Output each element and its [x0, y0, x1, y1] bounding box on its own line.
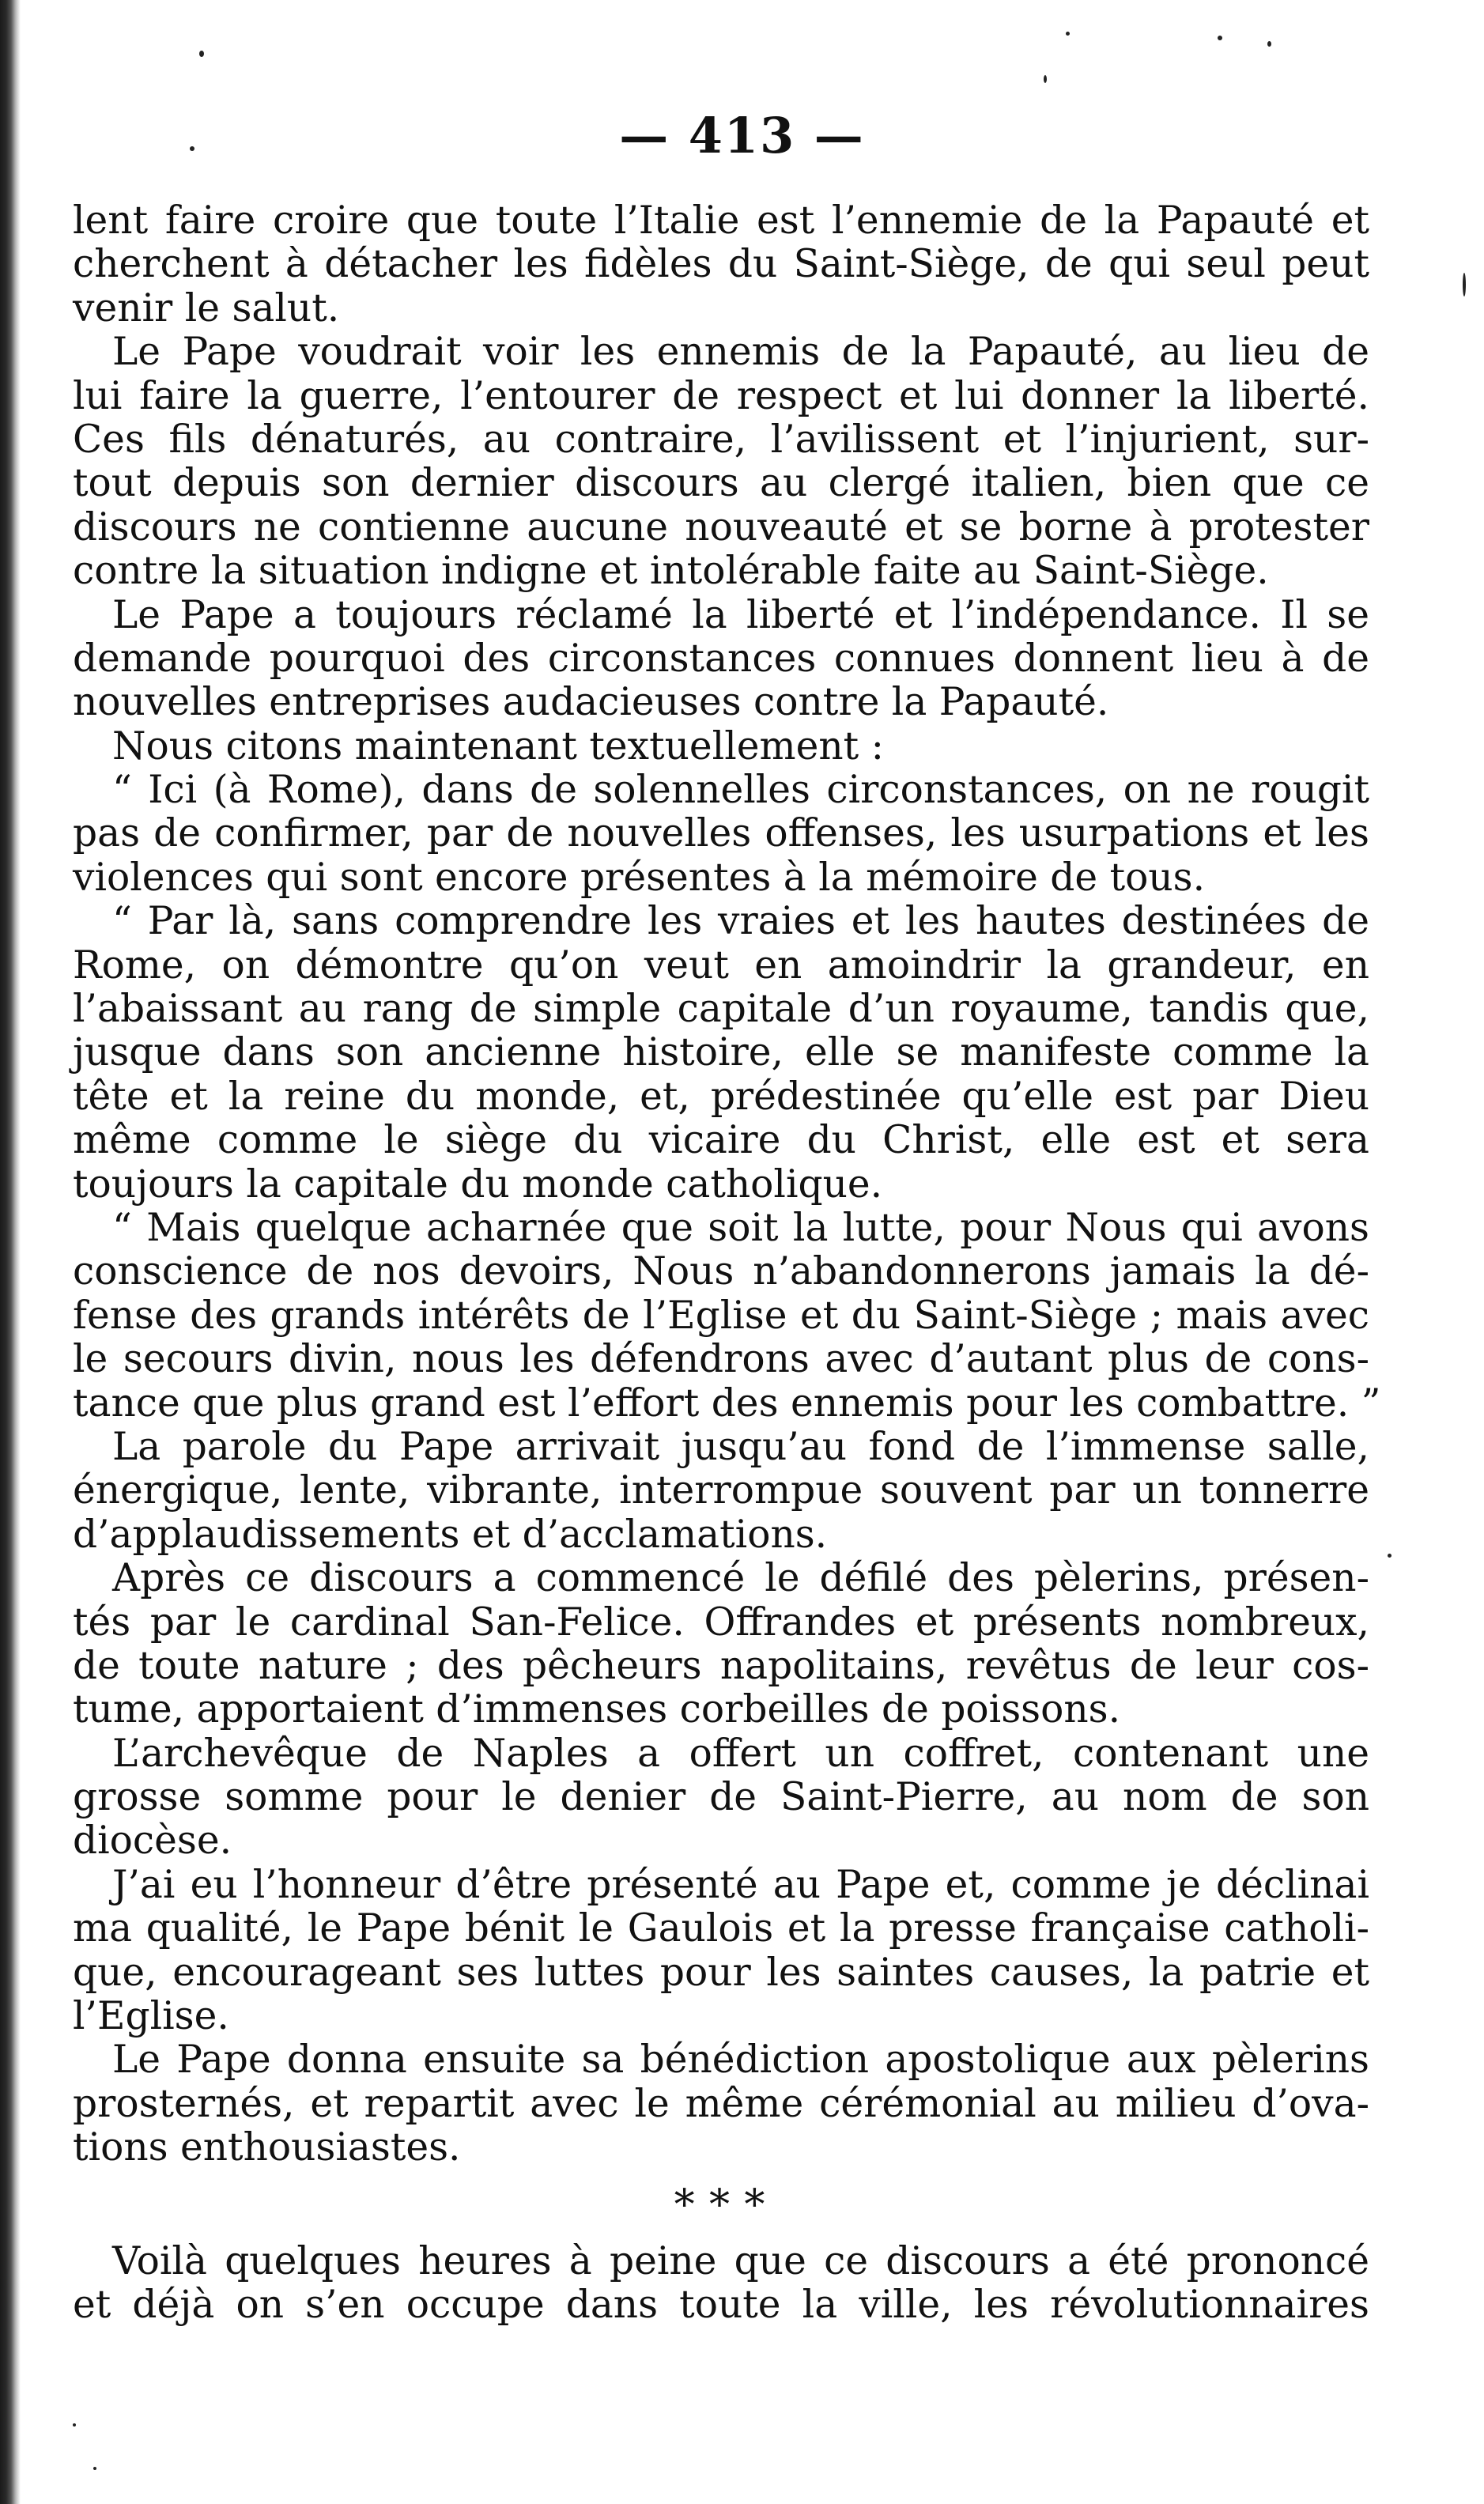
text-line: discours ne contienne aucune nouveauté et se borne à protester — [73, 504, 1369, 550]
text-line: d’applaudissements et d’acclamations. — [73, 1512, 828, 1557]
text-line: toujours la capitale du monde catholique. — [73, 1161, 883, 1207]
paragraph — [73, 2038, 1369, 2170]
text-line: violences qui sont encore présentes à la mémoire de tous. — [73, 855, 1206, 900]
text-line: “ Par là, sans comprendre les vraies et les hautes destinées de — [112, 899, 1369, 944]
text-line: Nous citons maintenant textuellement : — [112, 723, 884, 769]
text-line: nouvelles entreprises audacieuses contre la Papauté. — [73, 680, 1109, 725]
text-line: Ces fils dénaturés, au contraire, l’avilissent et l’injurient, sur- — [73, 417, 1369, 462]
text-line: J’ai eu l’honneur d’être présenté au Pape et, comme je déclinai — [112, 1862, 1369, 1907]
text-line: prosternés, et repartit avec le même cérémonial au milieu d’ova- — [73, 2081, 1369, 2126]
text-line: venir le salut. — [73, 285, 340, 330]
text-line: Rome, on démontre qu’on veut en amoindrir la grandeur, en — [73, 942, 1369, 988]
text-line: Voilà quelques heures à peine que ce discours a été prononcé — [112, 2238, 1369, 2283]
print-speck — [1463, 273, 1466, 296]
text-line: demande pourquoi des circonstances connues donnent lieu à de — [73, 636, 1369, 681]
text-line: et déjà on s’en occupe dans toute la ville, les révolutionnaires — [73, 2282, 1369, 2327]
print-speck — [93, 2467, 96, 2470]
text-line: pas de confirmer, par de nouvelles offenses, les usurpations et les — [73, 811, 1369, 856]
paragraph — [73, 1557, 1369, 1732]
text-line: l’Eglise. — [73, 1994, 229, 2039]
text-line: Le Pape voudrait voir les ennemis de la Papauté, au lieu de — [112, 330, 1369, 375]
text-line: lent faire croire que toute l’Italie est l’ennemie de la Papauté et — [73, 198, 1369, 243]
paragraph — [73, 725, 1369, 769]
paragraph — [73, 2240, 1369, 2328]
text-line: l’abaissant au rang de simple capitale d’un royaume, tandis que, — [73, 987, 1369, 1032]
text-line: tions enthousiastes. — [73, 2125, 461, 2170]
print-speck — [190, 146, 194, 151]
text-line: même comme le siège du vicaire du Christ, elle est et sera — [73, 1118, 1369, 1163]
text-line: énergique, lente, vibrante, interrompue souvent par un tonnerre — [73, 1468, 1369, 1513]
text-line: Le Pape donna ensuite sa bénédiction apostolique aux pèlerins — [112, 2038, 1369, 2083]
text-line: de toute nature ; des pêcheurs napolitains, revêtus de leur cos- — [73, 1643, 1369, 1688]
print-speck — [1066, 32, 1070, 36]
text-line: “ Ici (à Rome), dans de solennelles circonstances, on ne rougit — [112, 768, 1369, 813]
text-line: tés par le cardinal San-Felice. Offrandes et présents nombreux, — [73, 1599, 1369, 1645]
body-text — [73, 198, 1381, 2327]
text-line: L’archevêque de Naples a offert un coffret, contenant une — [112, 1731, 1369, 1776]
paragraph — [73, 594, 1369, 725]
text-line: conscience de nos devoirs, Nous n’abandonnerons jamais la dé- — [73, 1249, 1369, 1294]
paragraph — [73, 769, 1369, 900]
page-binding-edge — [0, 0, 21, 2504]
print-speck — [199, 51, 204, 57]
text-line: tance que plus grand est l’effort des ennemis pour les combattre. ” — [73, 1380, 1381, 1426]
print-speck — [1044, 75, 1047, 83]
text-line: La parole du Pape arrivait jusqu’au fond de l’immense salle, — [112, 1424, 1369, 1469]
text-line: fense des grands intérêts de l’Eglise et du Saint-Siège ; mais avec — [73, 1293, 1369, 1338]
text-line: “ Mais quelque acharnée que soit la lutte, pour Nous qui avons — [112, 1205, 1369, 1250]
text-line: que, encourageant ses luttes pour les saintes causes, la patrie et — [73, 1950, 1369, 1995]
page-number: — 413 — — [619, 107, 865, 164]
paragraph — [73, 1732, 1369, 1864]
paragraph — [73, 1205, 1381, 1426]
paragraph — [73, 199, 1369, 330]
print-speck — [1267, 41, 1271, 47]
section-separator: * * * — [674, 2181, 768, 2229]
text-line: Après ce discours a commencé le défilé des pèlerins, présen- — [112, 1556, 1369, 1601]
print-speck — [73, 2423, 76, 2427]
text-line: cherchent à détacher les fidèles du Saint-Siège, de qui seul peut — [73, 242, 1369, 287]
text-line: tête et la reine du monde, et, prédestinée qu’elle est par Dieu — [73, 1074, 1369, 1119]
print-speck — [1388, 1554, 1391, 1558]
text-line: Le Pape a toujours réclamé la liberté et l’indépendance. Il se — [112, 592, 1369, 637]
text-line: jusque dans son ancienne histoire, elle se manifeste comme la — [73, 1030, 1369, 1075]
text-line: tout depuis son dernier discours au clergé italien, bien que ce — [73, 461, 1369, 506]
print-speck — [1218, 36, 1222, 40]
text-line: diocèse. — [73, 1819, 232, 1864]
paragraph — [73, 900, 1369, 1207]
paragraph — [73, 1426, 1369, 1557]
text-line: lui faire la guerre, l’entourer de respect et lui donner la liberté. — [73, 373, 1369, 418]
paragraph — [73, 330, 1369, 593]
text-line: le secours divin, nous les défendrons avec d’autant plus de cons- — [73, 1337, 1369, 1382]
paragraph — [73, 1864, 1369, 2039]
text-line: contre la situation indigne et intolérable faite au Saint-Siège. — [73, 549, 1269, 594]
text-line: grosse somme pour le denier de Saint-Pierre, au nom de son — [73, 1775, 1369, 1820]
text-line: ma qualité, le Pape bénit le Gaulois et la presse française catholi- — [73, 1906, 1369, 1951]
text-line: tume, apportaient d’immenses corbeilles de poissons. — [73, 1687, 1121, 1732]
